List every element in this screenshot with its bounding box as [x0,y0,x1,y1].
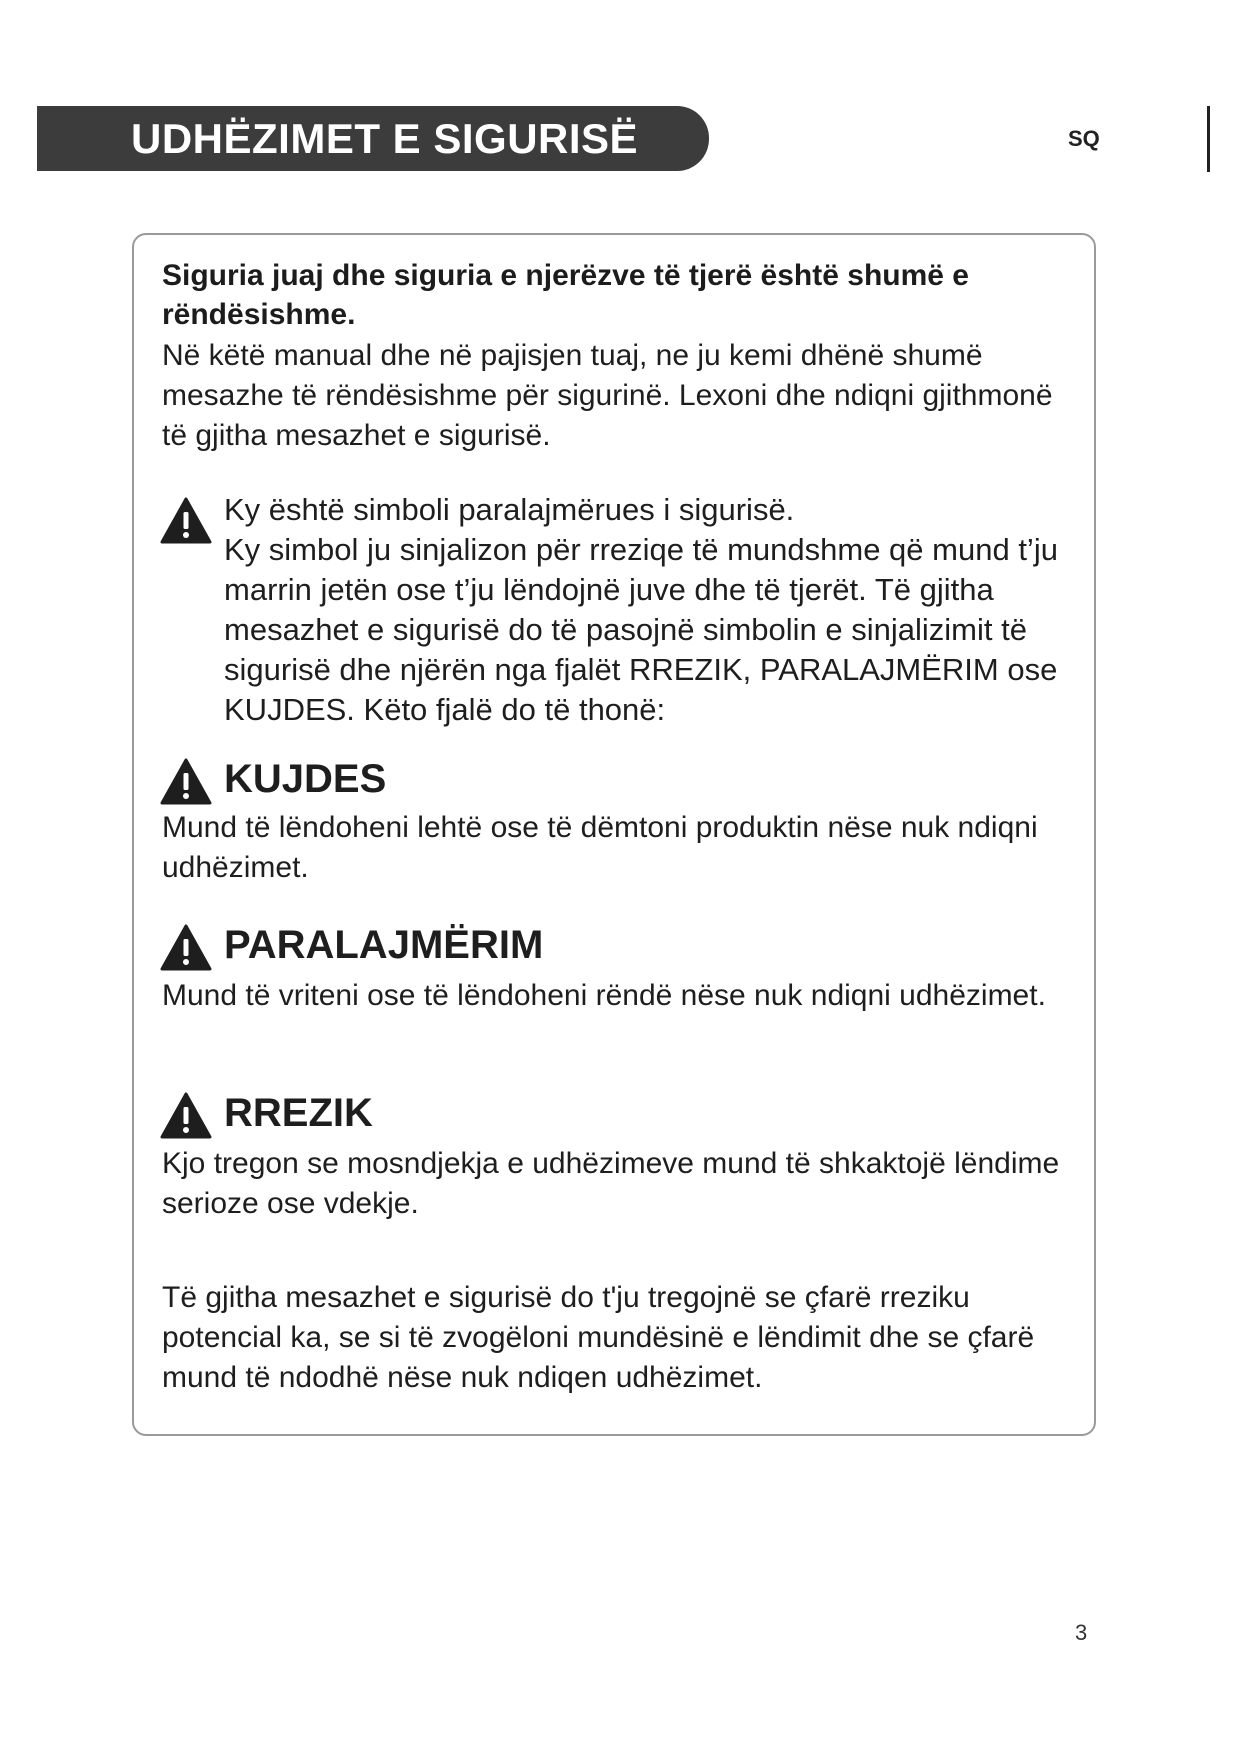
signal-word-danger: RREZIK [224,1091,373,1135]
symbol-explanation [224,490,1074,730]
symbol-explanation-body: Ky simbol ju sinjalizon për rreziqe të mundshme që mund t’ju marrin jetën ose t’ju lëndojnë juve dhe të tjerët. Të gjitha mesazhet e sigurisë do të pasojnë simbolin e sinjalizimit të sigurisë dhe njërën nga fjalët RREZIK, PARALAJMËRIM ose KUJDES. Këto fjalë do të thonë: [224,532,1058,727]
caution-warning-icon [160,758,212,805]
warning-signal-icon [160,924,212,971]
header-bar [37,106,709,171]
intro-text: Në këtë manual dhe në pajisjen tuaj, ne ju kemi dhënë shumë mesazhe të rëndësishme për sigurinë. Lexoni dhe ndiqni gjithmonë të gjitha mesazhet e sigurisë. [162,339,1053,452]
danger-warning-icon [160,1092,212,1139]
language-code: SQ [1068,126,1100,151]
signal-word-caution: KUJDES [224,757,387,801]
signal-desc-warning: Mund të vriteni ose të lëndoheni rëndë nëse nuk ndiqni udhëzimet. [162,979,1046,1012]
closing-text: Të gjitha mesazhet e sigurisë do t'ju tregojnë se çfarë rreziku potencial ka, se si të zvogëloni mundësinë e lëndimit dhe se çfarë mund të ndodhë nëse nuk ndiqen udhëzimet. [162,1281,1035,1394]
signal-desc-danger: Kjo tregon se mosndjekja e udhëzimeve mund të shkaktojë lëndime serioze ose vdekje. [162,1147,1060,1220]
page-title: UDHËZIMET E SIGURISË [131,115,639,162]
signal-desc-caution: Mund të lëndoheni lehtë ose të dëmtoni produktin nëse nuk ndiqni udhëzimet. [162,811,1038,884]
page-number: 3 [1075,1620,1088,1645]
symbol-explanation-title: Ky është simboli paralajmërues i sigurisë. [224,492,795,527]
page-edge-divider [1207,106,1210,172]
intro-heading: Siguria juaj dhe siguria e njerëzve të tjerë është shumë e rëndësishme. [162,259,969,331]
signal-word-warning: PARALAJMËRIM [224,923,544,967]
warning-triangle-icon [160,497,212,544]
